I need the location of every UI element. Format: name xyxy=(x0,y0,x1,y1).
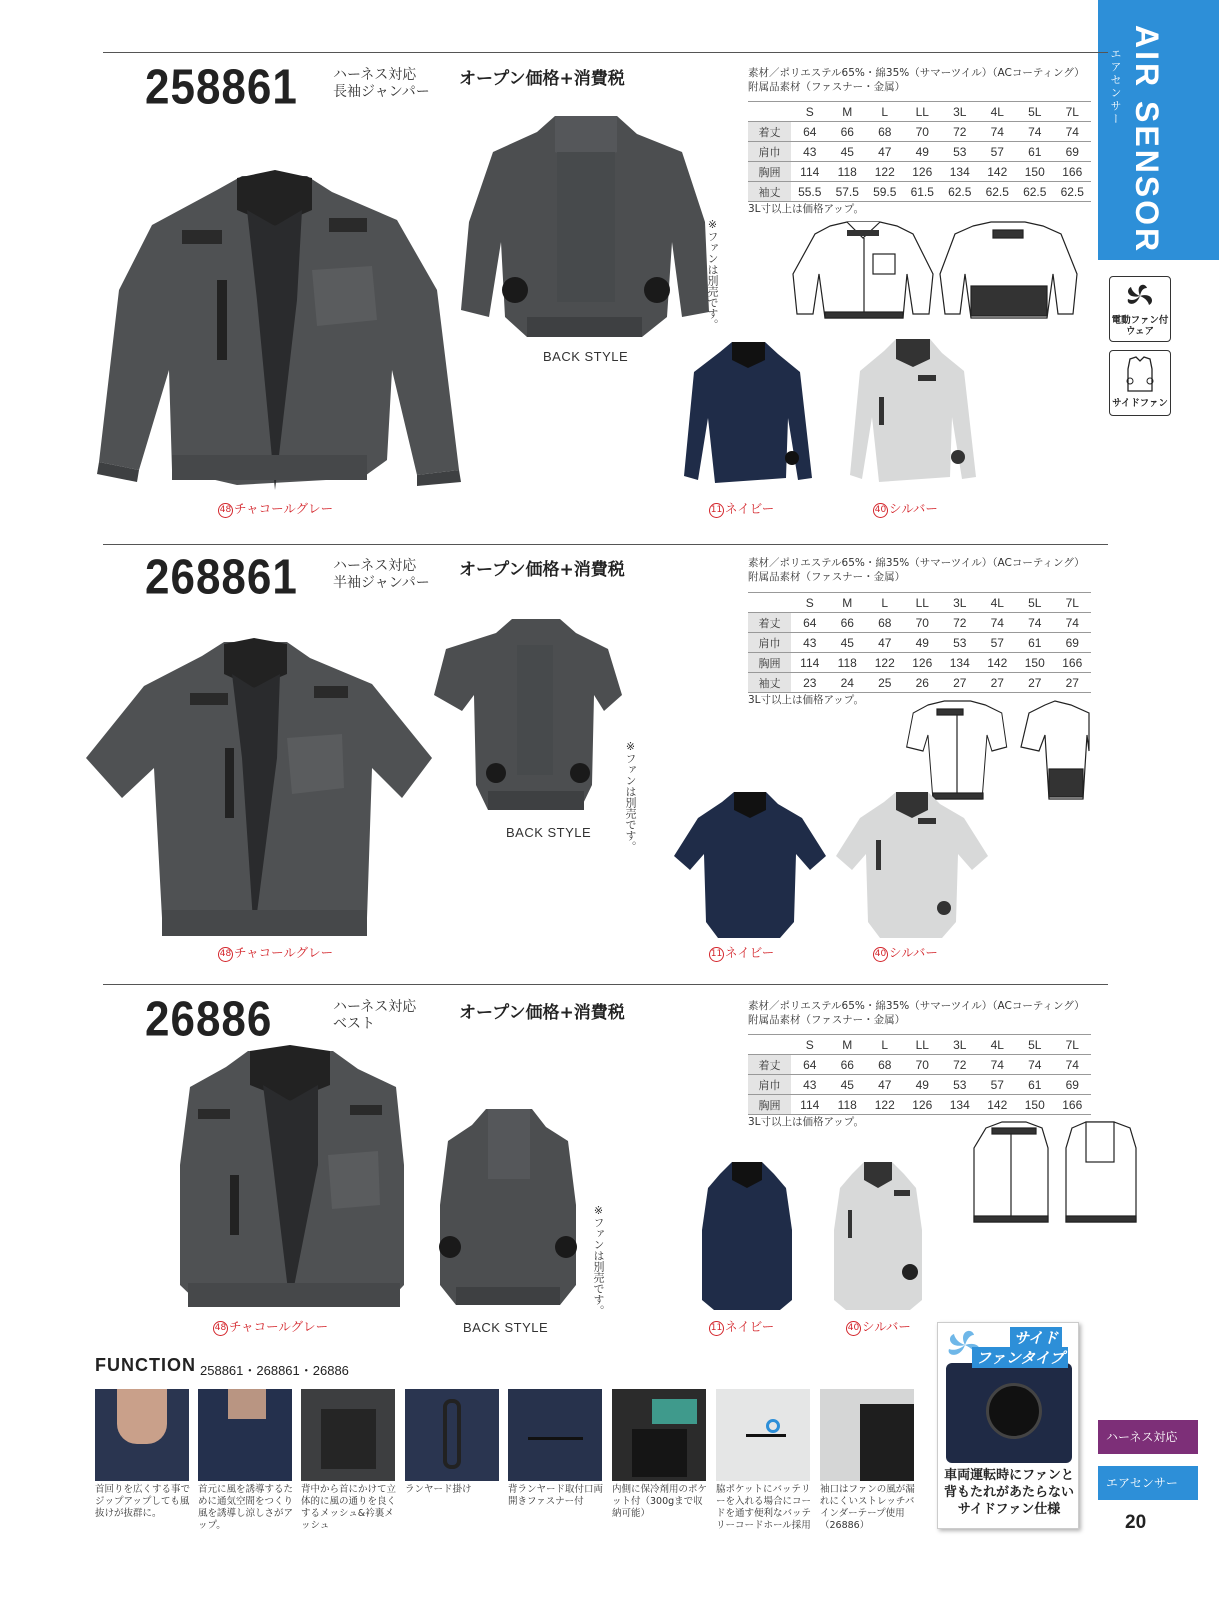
value-cell: 122 xyxy=(866,653,904,673)
color-number: 48 xyxy=(213,1321,228,1336)
value-cell: 114 xyxy=(791,653,829,673)
size-note: 3L寸以上は価格アップ。 xyxy=(748,1116,864,1128)
size-cell: M xyxy=(829,1035,867,1055)
color-number: 48 xyxy=(218,503,233,518)
function-photo-cuff xyxy=(820,1389,914,1481)
side-fan-label: サイドファン xyxy=(1112,398,1168,409)
value-cell: 70 xyxy=(904,1055,942,1075)
size-row xyxy=(748,142,1091,162)
value-cell: 57 xyxy=(979,633,1017,653)
function-product-codes: 258861・268861・26886 xyxy=(200,1363,349,1378)
row-label: 胸囲 xyxy=(748,1095,791,1115)
size-cell: L xyxy=(866,593,904,613)
brand-subtitle: エアセンサー xyxy=(1109,48,1122,126)
fan-sold-separately-note: ※ファンは別売です。 xyxy=(706,218,719,330)
value-cell: 134 xyxy=(941,162,979,182)
function-caption: 背ランヤード取付口両開きファスナー付 xyxy=(508,1484,604,1507)
color-number: 40 xyxy=(846,1321,861,1336)
color-label-silver xyxy=(873,943,938,962)
color-name: シルバー xyxy=(889,945,938,960)
size-row xyxy=(748,182,1091,202)
shortsleeve-navy-front xyxy=(672,790,828,940)
value-cell: 45 xyxy=(829,142,867,162)
value-cell: 69 xyxy=(1054,633,1092,653)
value-cell: 114 xyxy=(791,162,829,182)
color-number: 11 xyxy=(709,947,724,962)
value-cell: 126 xyxy=(904,162,942,182)
value-cell: 68 xyxy=(866,613,904,633)
size-cell: 4L xyxy=(979,1035,1017,1055)
brand-title: AIR SENSOR xyxy=(1129,25,1165,255)
color-name: ネイビー xyxy=(725,501,775,516)
product-kind: 長袖ジャンパー xyxy=(333,84,430,100)
value-cell: 122 xyxy=(866,1095,904,1115)
row-label: 着丈 xyxy=(748,613,791,633)
vest-charcoal-back xyxy=(432,1105,582,1307)
function-caption: 袖口はファンの風が漏れにくいストレッチバインダーテープ使用（26886） xyxy=(820,1484,915,1531)
row-label: 胸囲 xyxy=(748,162,791,182)
function-caption: 首回りを広くする事でジップアップしても風抜けが抜群に。 xyxy=(95,1484,191,1519)
product-feature: ハーネス対応 xyxy=(333,999,417,1015)
size-cell: 7L xyxy=(1054,1035,1092,1055)
color-label-charcoal xyxy=(218,499,333,518)
value-cell: 27 xyxy=(1054,673,1092,693)
value-cell: 134 xyxy=(941,1095,979,1115)
value-cell: 43 xyxy=(791,1075,829,1095)
size-cell: 3L xyxy=(941,102,979,122)
material-line: 素材／ポリエステル65%・綿35%（サマーツイル）（ACコーティング） xyxy=(748,67,1085,79)
back-style-label: BACK STYLE xyxy=(506,825,592,840)
product-type xyxy=(333,558,430,592)
value-cell: 62.5 xyxy=(979,182,1017,202)
value-cell: 57.5 xyxy=(829,182,867,202)
accessory-material-line: 附属品素材（ファスナー・金属） xyxy=(748,81,906,93)
size-cell: M xyxy=(829,593,867,613)
product-kind: ベスト xyxy=(333,1016,375,1032)
size-table xyxy=(748,1034,1091,1115)
size-row xyxy=(748,122,1091,142)
side-tag-harness: ハーネス対応 xyxy=(1098,1420,1198,1454)
color-label-navy xyxy=(709,943,774,962)
value-cell: 68 xyxy=(866,1055,904,1075)
product-code: 258861 xyxy=(145,60,298,115)
color-name: シルバー xyxy=(889,501,938,516)
color-label-silver xyxy=(846,1317,911,1336)
value-cell: 69 xyxy=(1054,1075,1092,1095)
value-cell: 134 xyxy=(941,653,979,673)
function-photo-back-zip xyxy=(508,1389,602,1481)
color-number: 40 xyxy=(873,503,888,518)
size-header-row xyxy=(748,593,1091,613)
fan-wear-label: 電動ファン付ウェア xyxy=(1111,315,1169,337)
price-label: オープン価格+消費税 xyxy=(459,560,625,580)
value-cell: 74 xyxy=(1054,1055,1092,1075)
value-cell: 150 xyxy=(1016,1095,1054,1115)
value-cell: 126 xyxy=(904,1095,942,1115)
function-photo-neck xyxy=(198,1389,292,1481)
value-cell: 47 xyxy=(866,1075,904,1095)
value-cell: 57 xyxy=(979,142,1017,162)
value-cell: 43 xyxy=(791,142,829,162)
accessory-material-line: 附属品素材（ファスナー・金属） xyxy=(748,571,906,583)
size-table xyxy=(748,101,1091,202)
material-line: 素材／ポリエステル65%・綿35%（サマーツイル）（ACコーティング） xyxy=(748,1000,1085,1012)
fan-wear-badge xyxy=(1109,276,1171,342)
product-code: 26886 xyxy=(145,992,273,1047)
value-cell: 70 xyxy=(904,122,942,142)
value-cell: 74 xyxy=(1016,122,1054,142)
value-cell: 122 xyxy=(866,162,904,182)
jacket-charcoal-back xyxy=(457,112,712,344)
size-row xyxy=(748,653,1091,673)
row-label: 胸囲 xyxy=(748,653,791,673)
shortsleeve-silver-front xyxy=(832,790,990,940)
vest-silver-front xyxy=(832,1160,924,1310)
function-caption: 背中から首にかけて立体的に風の通りを良くするメッシュ&衿裏メッシュ xyxy=(301,1484,397,1531)
color-number: 48 xyxy=(218,947,233,962)
size-cell: M xyxy=(829,102,867,122)
color-label-navy xyxy=(709,1317,774,1336)
function-photo-lanyard xyxy=(405,1389,499,1481)
value-cell: 61 xyxy=(1016,142,1054,162)
value-cell: 68 xyxy=(866,122,904,142)
side-fan-badge xyxy=(1109,350,1171,416)
value-cell: 142 xyxy=(979,1095,1017,1115)
color-label-navy xyxy=(709,499,774,518)
size-row xyxy=(748,1095,1091,1115)
jacket-navy-front xyxy=(680,338,815,490)
value-cell: 62.5 xyxy=(1054,182,1092,202)
flat-sketch-shortsleeve xyxy=(905,695,1090,805)
function-photo-inner-pocket xyxy=(612,1389,706,1481)
flat-sketch-vest xyxy=(968,1118,1148,1228)
size-cell: S xyxy=(791,1035,829,1055)
value-cell: 45 xyxy=(829,633,867,653)
value-cell: 118 xyxy=(829,162,867,182)
size-cell: S xyxy=(791,593,829,613)
color-label-charcoal xyxy=(218,943,333,962)
value-cell: 74 xyxy=(1054,613,1092,633)
value-cell: 62.5 xyxy=(941,182,979,202)
row-label: 着丈 xyxy=(748,1055,791,1075)
value-cell: 72 xyxy=(941,122,979,142)
value-cell: 53 xyxy=(941,142,979,162)
value-cell: 27 xyxy=(941,673,979,693)
value-cell: 61 xyxy=(1016,633,1054,653)
page-number: 20 xyxy=(1125,1512,1147,1533)
value-cell: 118 xyxy=(829,653,867,673)
color-number: 11 xyxy=(709,503,724,518)
product-feature: ハーネス対応 xyxy=(333,67,417,83)
size-cell: 3L xyxy=(941,1035,979,1055)
value-cell: 61 xyxy=(1016,1075,1054,1095)
size-row xyxy=(748,1055,1091,1075)
value-cell: 55.5 xyxy=(791,182,829,202)
value-cell: 27 xyxy=(979,673,1017,693)
value-cell: 74 xyxy=(979,613,1017,633)
size-header-row xyxy=(748,1035,1091,1055)
size-cell: 4L xyxy=(979,102,1017,122)
value-cell: 53 xyxy=(941,1075,979,1095)
value-cell: 49 xyxy=(904,142,942,162)
size-row xyxy=(748,673,1091,693)
back-style-label: BACK STYLE xyxy=(463,1320,549,1335)
value-cell: 64 xyxy=(791,1055,829,1075)
row-label: 着丈 xyxy=(748,122,791,142)
size-cell: LL xyxy=(904,102,942,122)
color-name: チャコールグレー xyxy=(234,945,334,960)
value-cell: 142 xyxy=(979,162,1017,182)
value-cell: 74 xyxy=(1054,122,1092,142)
color-name: ネイビー xyxy=(725,1319,775,1334)
function-photo-battery-hole xyxy=(716,1389,810,1481)
size-cell: LL xyxy=(904,593,942,613)
size-cell: LL xyxy=(904,1035,942,1055)
promo-caption: 車両運転時にファンと背もたれがあたらないサイドファン仕様 xyxy=(943,1468,1074,1517)
size-cell: 5L xyxy=(1016,102,1054,122)
vest-outline-icon xyxy=(1118,355,1162,395)
product-code: 268861 xyxy=(145,550,298,605)
product-kind: 半袖ジャンパー xyxy=(333,575,430,591)
value-cell: 69 xyxy=(1054,142,1092,162)
value-cell: 25 xyxy=(866,673,904,693)
shortsleeve-charcoal-front xyxy=(82,638,437,938)
row-label: 肩巾 xyxy=(748,142,791,162)
fan-sold-separately-note: ※ファンは別売です。 xyxy=(592,1204,605,1316)
color-number: 40 xyxy=(873,947,888,962)
color-label-charcoal xyxy=(213,1317,328,1336)
value-cell: 24 xyxy=(829,673,867,693)
value-cell: 27 xyxy=(1016,673,1054,693)
size-cell: 7L xyxy=(1054,593,1092,613)
value-cell: 126 xyxy=(904,653,942,673)
product-type xyxy=(333,67,430,101)
row-label: 袖丈 xyxy=(748,182,791,202)
value-cell: 114 xyxy=(791,1095,829,1115)
function-photo-collar xyxy=(95,1389,189,1481)
value-cell: 66 xyxy=(829,613,867,633)
value-cell: 62.5 xyxy=(1016,182,1054,202)
value-cell: 150 xyxy=(1016,653,1054,673)
fan-icon xyxy=(1121,280,1159,312)
function-caption: 首元に風を誘導するために通気空間をつくり風を誘導し涼しさがアップ。 xyxy=(198,1484,294,1531)
material-info xyxy=(748,66,1085,94)
size-note: 3L寸以上は価格アップ。 xyxy=(748,203,864,215)
shortsleeve-charcoal-back xyxy=(432,615,622,817)
value-cell: 53 xyxy=(941,633,979,653)
size-row xyxy=(748,1075,1091,1095)
promo-badge-side: サイド xyxy=(1010,1327,1062,1348)
color-name: チャコールグレー xyxy=(229,1319,329,1334)
size-table xyxy=(748,592,1091,693)
function-caption: ランヤード掛け xyxy=(405,1484,472,1495)
size-row xyxy=(748,613,1091,633)
size-cell: 5L xyxy=(1016,593,1054,613)
value-cell: 47 xyxy=(866,633,904,653)
size-cell: L xyxy=(866,1035,904,1055)
material-line: 素材／ポリエステル65%・綿35%（サマーツイル）（ACコーティング） xyxy=(748,557,1085,569)
value-cell: 26 xyxy=(904,673,942,693)
value-cell: 74 xyxy=(979,122,1017,142)
value-cell: 166 xyxy=(1054,653,1092,673)
side-tag-air-sensor: エアセンサー xyxy=(1098,1466,1198,1500)
function-photo-mesh xyxy=(301,1389,395,1481)
size-header-row xyxy=(748,102,1091,122)
flat-sketch-longsleeve xyxy=(785,214,1090,322)
value-cell: 66 xyxy=(829,122,867,142)
value-cell: 166 xyxy=(1054,162,1092,182)
value-cell: 74 xyxy=(979,1055,1017,1075)
value-cell: 47 xyxy=(866,142,904,162)
value-cell: 45 xyxy=(829,1075,867,1095)
value-cell: 49 xyxy=(904,1075,942,1095)
color-name: ネイビー xyxy=(725,945,775,960)
function-caption: 脇ポケットにバッテリーを入れる場合にコードを通す便利なバッテリーコードホール採用 xyxy=(716,1484,812,1531)
value-cell: 59.5 xyxy=(866,182,904,202)
color-label-silver xyxy=(873,499,938,518)
size-row xyxy=(748,162,1091,182)
color-number: 11 xyxy=(709,1321,724,1336)
promo-badge-fantype: ファンタイプ xyxy=(972,1347,1068,1368)
color-name: チャコールグレー xyxy=(234,501,334,516)
value-cell: 72 xyxy=(941,1055,979,1075)
section-divider xyxy=(103,544,1108,545)
back-style-label: BACK STYLE xyxy=(543,349,629,364)
color-name: シルバー xyxy=(862,1319,911,1334)
value-cell: 72 xyxy=(941,613,979,633)
value-cell: 61.5 xyxy=(904,182,942,202)
value-cell: 70 xyxy=(904,613,942,633)
value-cell: 57 xyxy=(979,1075,1017,1095)
section-divider xyxy=(103,52,1108,53)
value-cell: 118 xyxy=(829,1095,867,1115)
value-cell: 74 xyxy=(1016,1055,1054,1075)
value-cell: 142 xyxy=(979,653,1017,673)
value-cell: 43 xyxy=(791,633,829,653)
price-label: オープン価格+消費税 xyxy=(459,69,625,89)
size-row xyxy=(748,633,1091,653)
promo-photo xyxy=(946,1363,1072,1463)
price-label: オープン価格+消費税 xyxy=(459,1003,625,1023)
value-cell: 74 xyxy=(1016,613,1054,633)
product-type xyxy=(333,999,416,1033)
fan-sold-separately-note: ※ファンは別売です。 xyxy=(624,740,637,852)
jacket-silver-front xyxy=(846,335,981,490)
material-info xyxy=(748,999,1085,1027)
size-note: 3L寸以上は価格アップ。 xyxy=(748,694,864,706)
size-cell: 4L xyxy=(979,593,1017,613)
accessory-material-line: 附属品素材（ファスナー・金属） xyxy=(748,1014,906,1026)
value-cell: 64 xyxy=(791,613,829,633)
size-cell: 7L xyxy=(1054,102,1092,122)
size-cell: 3L xyxy=(941,593,979,613)
fan-unit-icon xyxy=(986,1383,1042,1439)
vest-charcoal-front xyxy=(168,1045,418,1310)
function-caption: 内側に保冷剤用のポケット付（300gまで収納可能） xyxy=(612,1484,708,1519)
size-cell: S xyxy=(791,102,829,122)
size-cell: L xyxy=(866,102,904,122)
value-cell: 150 xyxy=(1016,162,1054,182)
value-cell: 66 xyxy=(829,1055,867,1075)
material-info xyxy=(748,556,1085,584)
value-cell: 23 xyxy=(791,673,829,693)
jacket-charcoal-front xyxy=(97,170,462,490)
row-label: 肩巾 xyxy=(748,1075,791,1095)
section-divider xyxy=(103,984,1108,985)
value-cell: 166 xyxy=(1054,1095,1092,1115)
function-title: FUNCTION xyxy=(95,1355,196,1375)
row-label: 袖丈 xyxy=(748,673,791,693)
vest-navy-front xyxy=(700,1160,795,1310)
value-cell: 49 xyxy=(904,633,942,653)
row-label: 肩巾 xyxy=(748,633,791,653)
value-cell: 64 xyxy=(791,122,829,142)
size-cell: 5L xyxy=(1016,1035,1054,1055)
product-feature: ハーネス対応 xyxy=(333,558,417,574)
